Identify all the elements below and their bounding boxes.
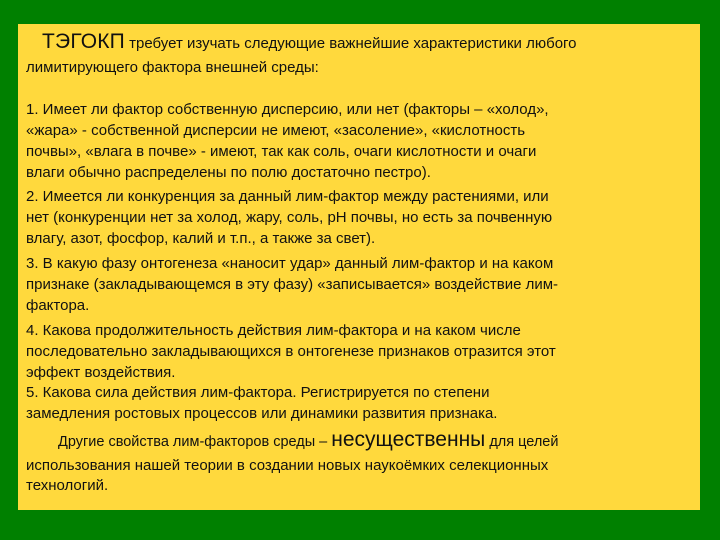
other-text-1: Другие свойства лим-факторов среды – [58,434,328,450]
acronym: ТЭГОКП [42,30,125,53]
intro-text-1: требует изучать следующие важнейшие характеристики любого [129,35,577,52]
item-4-line-3: эффект воздействия. [26,364,176,381]
other-line-2: использования нашей теории в создании новых наукоёмких селекционных [26,457,549,474]
intro-line-2: лимитирующего фактора внешней среды: [26,59,319,76]
item-5-line-1: 5. Какова сила действия лим-фактора. Регистрируется по степени [26,384,490,401]
other-line-3: технологий. [26,477,109,494]
intro-line-1 [42,30,577,54]
item-4-line-1: 4. Какова продолжительность действия лим-фактора и на каком числе [26,322,521,339]
item-1-line-1: 1. Имеет ли фактор собственную дисперсию, или нет (факторы – «холод», [26,101,549,118]
item-3-line-2: признаке (закладывающемся в эту фазу) «записывается» воздействие лим- [26,276,559,293]
item-3-line-3: фактора. [26,297,90,314]
item-4-line-2: последовательно закладывающихся в онтогенезе признаков отразится этот [26,343,556,360]
item-3-line-1: 3. В какую фазу онтогенеза «наносит удар» данный лим-фактор и на каком [26,255,554,272]
other-text-2: для целей [489,434,559,450]
item-2-line-1: 2. Имеется ли конкуренция за данный лим-фактор между растениями, или [26,188,549,205]
item-1-line-3: почвы», «влага в почве» - имеют, так как соль, очаги кислотности и очаги [26,143,537,160]
item-5-line-2: замедления ростовых процессов или динамики развития признака. [26,405,498,422]
item-2-line-3: влагу, азот, фосфор, калий и т.п., а также за свет). [26,230,376,247]
other-emphasis: несущественны [331,428,486,451]
item-2-line-2: нет (конкуренции нет за холод, жару, соль, рН почвы, но есть за почвенную [26,209,553,226]
slide-panel [18,24,700,510]
item-1-line-2: «жара» - собственной дисперсии не имеют, «засоление», «кислотность [26,122,526,139]
other-line-1 [58,428,558,452]
item-1-line-4: влаги обычно распределены по полю достаточно пестро). [26,164,431,181]
